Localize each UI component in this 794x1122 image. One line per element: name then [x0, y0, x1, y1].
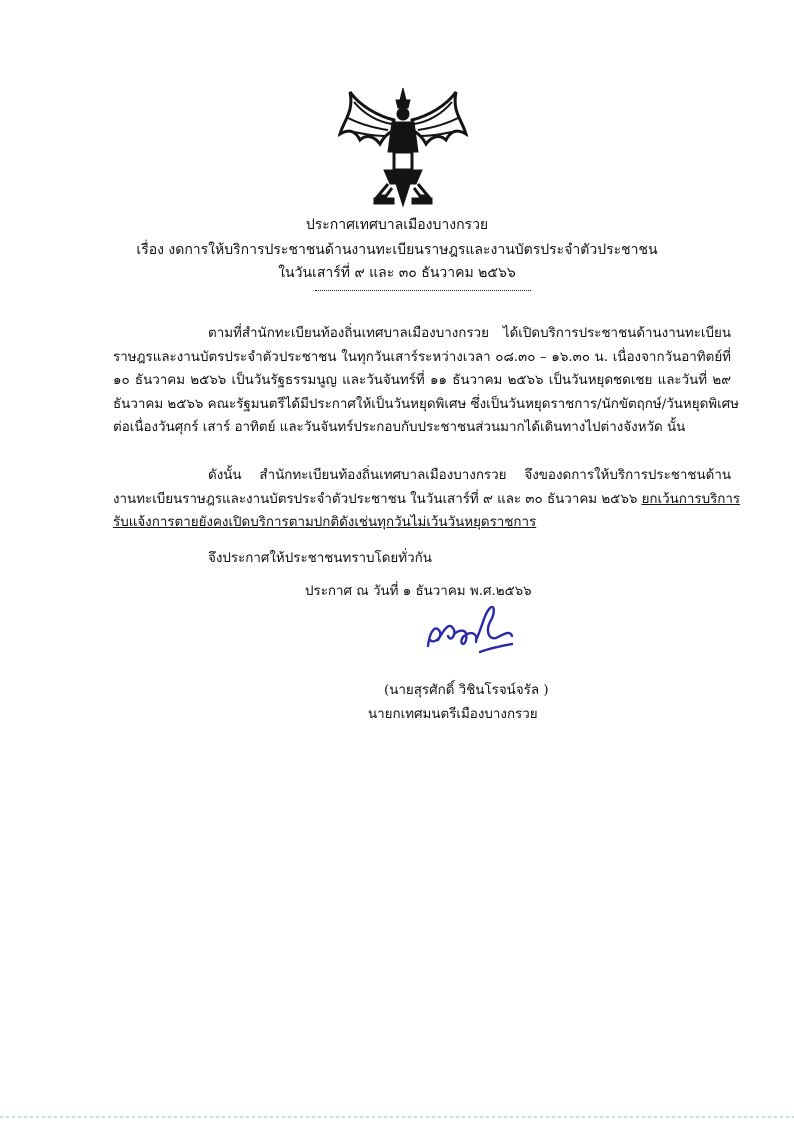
scan-edge-line	[0, 1116, 794, 1118]
paragraph-1-line: ต่อเนื่องวันศุกร์ เสาร์ อาทิตย์ และวันจันทร์ประกอบกับประชาชนส่วนมากได้เดินทางไปต่างจังหวัด นั้น	[113, 420, 686, 435]
exception-text: ยกเว้นการบริการ	[641, 491, 741, 507]
dotted-divider	[315, 290, 531, 291]
announcement-title: ประกาศเทศบาลเมืองบางกรวย	[305, 217, 489, 233]
paragraph-2	[113, 464, 741, 535]
signature-image	[420, 600, 520, 662]
paragraph-2-text: งานทะเบียนราษฎรและงานบัตรประจำตัวประชาชน ในวันเสาร์ที่ ๙ และ ๓๐ ธันวาคม ๒๕๖๖	[113, 491, 642, 507]
paragraph-1-line: ราษฎรและงานบัตรประจำตัวประชาชน ในทุกวันเสาร์ระหว่างเวลา ๐๘.๓๐ – ๑๖.๓๐ น. เนื่องจากวันอาทิตย์ที่	[113, 349, 731, 365]
paragraph-1-line: ตามที่สำนักทะเบียนท้องถิ่นเทศบาลเมืองบางกรวย ได้เปิดบริการประชาชนด้านงานทะเบียน	[208, 326, 731, 341]
announce-text: จึงประกาศให้ประชาชนทราบโดยทั่วกัน	[208, 551, 432, 566]
paragraph-1	[113, 322, 740, 440]
issued-date: ประกาศ ณ วันที่ ๑ ธันวาคม พ.ศ.๒๕๖๖	[305, 584, 532, 599]
garuda-emblem-icon	[338, 86, 468, 208]
signer-name: (นายสุรศักดิ์ วิชินโรจน์จรัล )	[384, 683, 549, 698]
paragraph-2-line: ดังนั้น สำนักทะเบียนท้องถิ่นเทศบาลเมืองบางกรวย จึงของดการให้บริการประชาชนด้าน	[208, 468, 731, 483]
signer-position: นายกเทศมนตรีเมืองบางกรวย	[368, 707, 538, 722]
exception-text-continued: รับแจ้งการตายยังคงเปิดบริการตามปกติดังเช่นทุกวันไม่เว้นวันหยุดราชการ	[113, 515, 537, 530]
announcement-date-line: ในวันเสาร์ที่ ๙ และ ๓๐ ธันวาคม ๒๕๖๖	[278, 265, 516, 281]
paragraph-1-line: ธันวาคม ๒๕๖๖ คณะรัฐมนตรีได้มีประกาศให้เป็นวันหยุดพิเศษ ซึ่งเป็นวันหยุดราชการ/นักขัตฤกษ์/วันหยุดพิเศษ	[113, 396, 740, 412]
paragraph-1-line: ๑๐ ธันวาคม ๒๕๖๖ เป็นวันรัฐธรรมนูญ และวันจันทร์ที่ ๑๑ ธันวาคม ๒๕๖๖ เป็นวันหยุดชดเชย และวันที่ ๒๙	[113, 373, 731, 388]
paragraph-2-line	[113, 488, 741, 512]
announcement-subject: เรื่อง งดการให้บริการประชาชนด้านงานทะเบียนราษฎรและงานบัตรประจำตัวประชาชน	[136, 242, 658, 258]
